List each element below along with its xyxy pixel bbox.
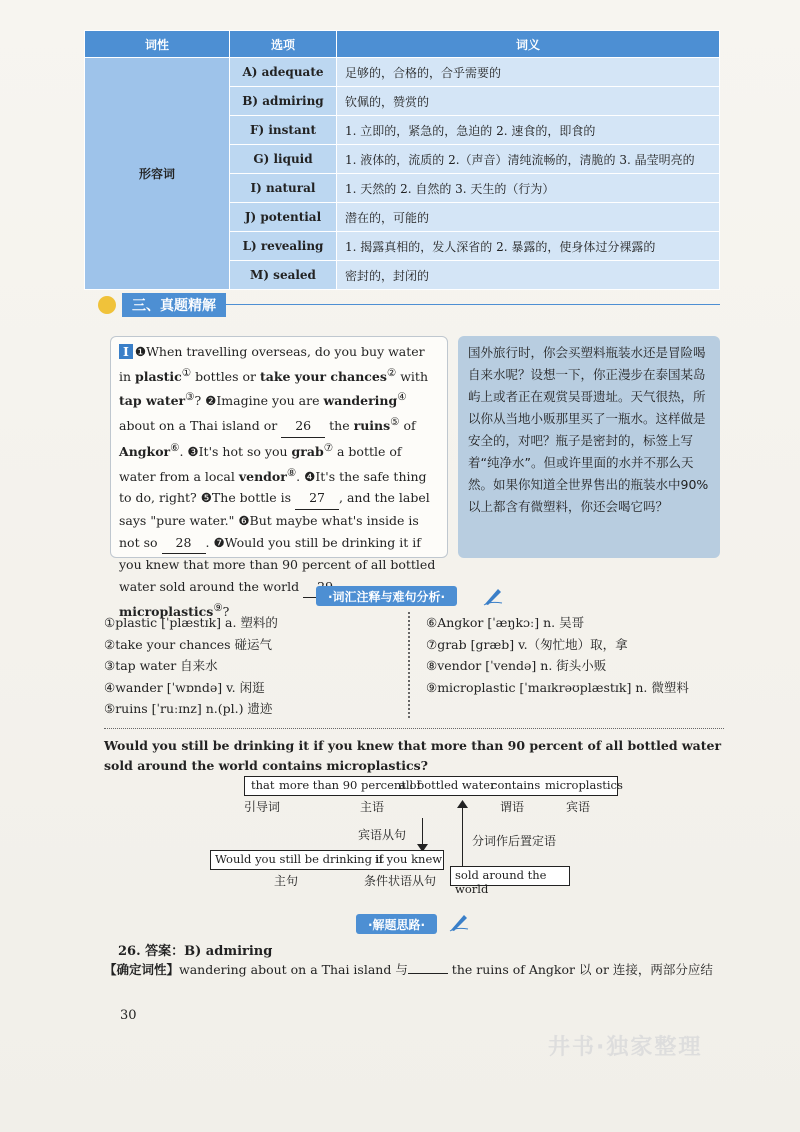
- lightbulb-icon: [98, 296, 116, 314]
- passage-text: . ❹It's the safe thing to do, right? ❺The bottle is: [119, 468, 427, 506]
- passage-box: I ❶When travelling overseas, do you buy water in plastic① bottles or take your chances② with tap water③? ❷Imagine you are wandering④ about on a Thai island or 26 the ruins⑤ of Angkor⑥. ❸It's hot so you grab⑦ a bottle of water from a local vendor⑧. ❹It's the safe thing to do, right? ❺The bottle is 27 , and the label says "pure water." ❻But maybe what's inside is not so 28 . ❼Would you still be drinking it if you knew that more than 90 percent of all bottled water sold around the world microplastics⑨?: [110, 336, 448, 558]
- vocab-table-header: [85, 31, 720, 58]
- solution-part: the ruins of Angkor 以 or 连接，两部分应结: [447, 962, 713, 977]
- passage-mark: I: [119, 344, 133, 359]
- list-item: ①plastic [ˈplæstɪk] a. 塑料的: [104, 615, 278, 630]
- list-item: ⑧vendor [ˈvendə] n. 街头小贩: [426, 658, 607, 673]
- passage-text: about on a Thai island or: [119, 418, 282, 434]
- solution-text: [104, 960, 724, 980]
- meaning-cell: 1. 揭露真相的，发人深省的 2. 暴露的，使身体过分裸露的: [337, 232, 720, 261]
- header-option: 选项: [230, 31, 337, 58]
- passage-term: grab: [291, 444, 324, 459]
- option-cell: M) sealed: [230, 261, 337, 290]
- list-item: ②take your chances 碰运气: [104, 636, 273, 652]
- pos-cell: 形容词: [85, 58, 230, 290]
- diagram-word: more than 90 percent of: [279, 778, 421, 792]
- diagram-word: contains: [491, 778, 541, 792]
- passage-text: the: [325, 418, 354, 434]
- passage-text: ❶When travelling overseas, do you buy water in: [119, 344, 425, 384]
- option-cell: A) adequate: [230, 58, 337, 87]
- option-cell: J) potential: [230, 203, 337, 232]
- page-number: 30: [120, 1008, 137, 1023]
- diagram-word: all bottled water: [399, 778, 496, 792]
- table-row: [85, 58, 720, 87]
- section-rule: [220, 304, 720, 305]
- passage-term: take your chances: [259, 368, 387, 384]
- option-cell: I) natural: [230, 174, 337, 203]
- difficult-sentence: Would you still be drinking it if you knew that more than 90 percent of all bottled water sold around the world contains microplastics?: [104, 738, 722, 773]
- diagram-label: 引导词: [244, 800, 281, 814]
- diagram-word: Would you still be drinking it: [215, 852, 384, 866]
- passage-term: microplastics: [119, 604, 214, 620]
- passage-text: . ❸It's hot so you: [179, 444, 292, 459]
- diagram-label: 宾语: [566, 800, 591, 814]
- diagram-label: 宾语从句: [358, 828, 407, 842]
- blank-26: 26: [281, 415, 325, 438]
- option-cell: L) revealing: [230, 232, 337, 261]
- meaning-cell: 1. 液体的，流质的 2.（声音）清纯流畅的，清脆的 3. 晶莹明亮的: [337, 145, 720, 174]
- list-item: ⑦grab [græb] v.（匆忙地）取，拿: [426, 636, 628, 652]
- passage-text: . ❼Would you still be drinking it if you knew that more than 90 percent of all bottled water sold around the world: [119, 534, 436, 594]
- diagram-label: 条件状语从句: [364, 874, 437, 888]
- translation-box: 国外旅行时，你会买塑料瓶装水还是冒险喝自来水呢？设想一下，你正漫步在泰国某岛屿上或者正在观赏吴哥遗址。天气很热，所以你从当地小贩那里买了一瓶水。这样做是安全的，对吧？瓶子是密封的，标签上写着“纯净水”。但或许里面的水并不那么天然。如果你知道全世界售出的瓶装水中90%以上都含有微塑料，你还会喝它吗？: [458, 336, 720, 558]
- pen-icon: [448, 912, 470, 932]
- list-item: ③tap water 自来水: [104, 658, 218, 673]
- passage-text: ? ❷Imagine you are: [194, 393, 324, 409]
- main-clause-box: [210, 850, 444, 870]
- participle-box: [450, 866, 570, 896]
- arrow-up: [462, 806, 463, 866]
- section-title: 三、真题精解: [122, 293, 226, 317]
- section-heading: [98, 294, 226, 316]
- meaning-cell: 足够的，合格的，合乎需要的: [337, 58, 720, 87]
- diagram-label: 主句: [274, 874, 299, 888]
- diagram-word: sold around the world: [455, 868, 547, 896]
- list-item: ⑨microplastic [ˈmaɪkrəʊplæstɪk] n. 微塑料: [426, 679, 689, 695]
- top-clause-box: [244, 776, 623, 796]
- meaning-cell: 潜在的，可能的: [337, 203, 720, 232]
- arrow-up-icon: [457, 800, 468, 808]
- diagram-word: microplastics: [545, 778, 623, 792]
- solution-title: ·解题思路·: [356, 914, 437, 934]
- header-meaning: 词义: [337, 31, 720, 58]
- passage-term: vendor: [238, 468, 287, 484]
- watermark: 井书·独家整理: [548, 1035, 703, 1060]
- list-item: ④wander [ˈwɒndə] v. 闲逛: [104, 679, 265, 695]
- diagram-word: if you knew: [375, 852, 443, 866]
- vocab-notes-title: ·词汇注释与难句分析·: [316, 586, 457, 606]
- blank-28: 28: [162, 532, 206, 555]
- passage-text: a bottle of water from a local: [119, 444, 402, 484]
- meaning-cell: 1. 立即的，紧急的，急迫的 2. 速食的，即食的: [337, 116, 720, 145]
- passage-text: bottles or: [191, 368, 260, 384]
- vocab-notes-left: [104, 612, 404, 720]
- passage-term: tap water: [119, 393, 186, 409]
- passage-term: Angkor: [119, 444, 171, 459]
- passage-text: ?: [222, 604, 230, 620]
- diagram-label: 谓语: [500, 800, 525, 814]
- diagram-label: 分词作后置定语: [472, 834, 557, 848]
- meaning-cell: 钦佩的，赞赏的: [337, 87, 720, 116]
- solution-part: wandering about on a Thai island 与: [179, 962, 408, 977]
- diagram-label: 主语: [360, 800, 385, 814]
- passage-term: plastic: [135, 368, 182, 384]
- option-cell: F) instant: [230, 116, 337, 145]
- passage-text: of: [399, 418, 416, 434]
- answer: 26. 答案：B) admiring: [118, 944, 273, 959]
- pen-icon: [482, 586, 504, 606]
- passage-term: ruins: [353, 418, 391, 434]
- vocab-table: [84, 30, 720, 290]
- diagram-word: that: [251, 778, 275, 792]
- vocab-notes-right: [426, 612, 726, 698]
- solution-tag: 【确定词性】: [104, 962, 180, 977]
- blank-27: 27: [295, 487, 339, 510]
- header-pos: 词性: [85, 31, 230, 58]
- solution-blank: [408, 973, 448, 974]
- dotted-rule: [104, 728, 724, 729]
- list-item: ⑤ruins [ˈruːɪnz] n.(pl.) 遗迹: [104, 701, 273, 716]
- option-cell: B) admiring: [230, 87, 337, 116]
- notes-divider: [408, 612, 416, 718]
- passage-text: with: [396, 368, 428, 384]
- option-cell: G) liquid: [230, 145, 337, 174]
- passage-term: wandering: [323, 393, 398, 409]
- passage-text: , and the label says "pure water." ❻But maybe what's inside is not so: [119, 490, 430, 550]
- meaning-cell: 密封的，封闭的: [337, 261, 720, 290]
- meaning-cell: 1. 天然的 2. 自然的 3. 天生的（行为）: [337, 174, 720, 203]
- list-item: ⑥Angkor [ˈæŋkɔː] n. 吴哥: [426, 615, 585, 630]
